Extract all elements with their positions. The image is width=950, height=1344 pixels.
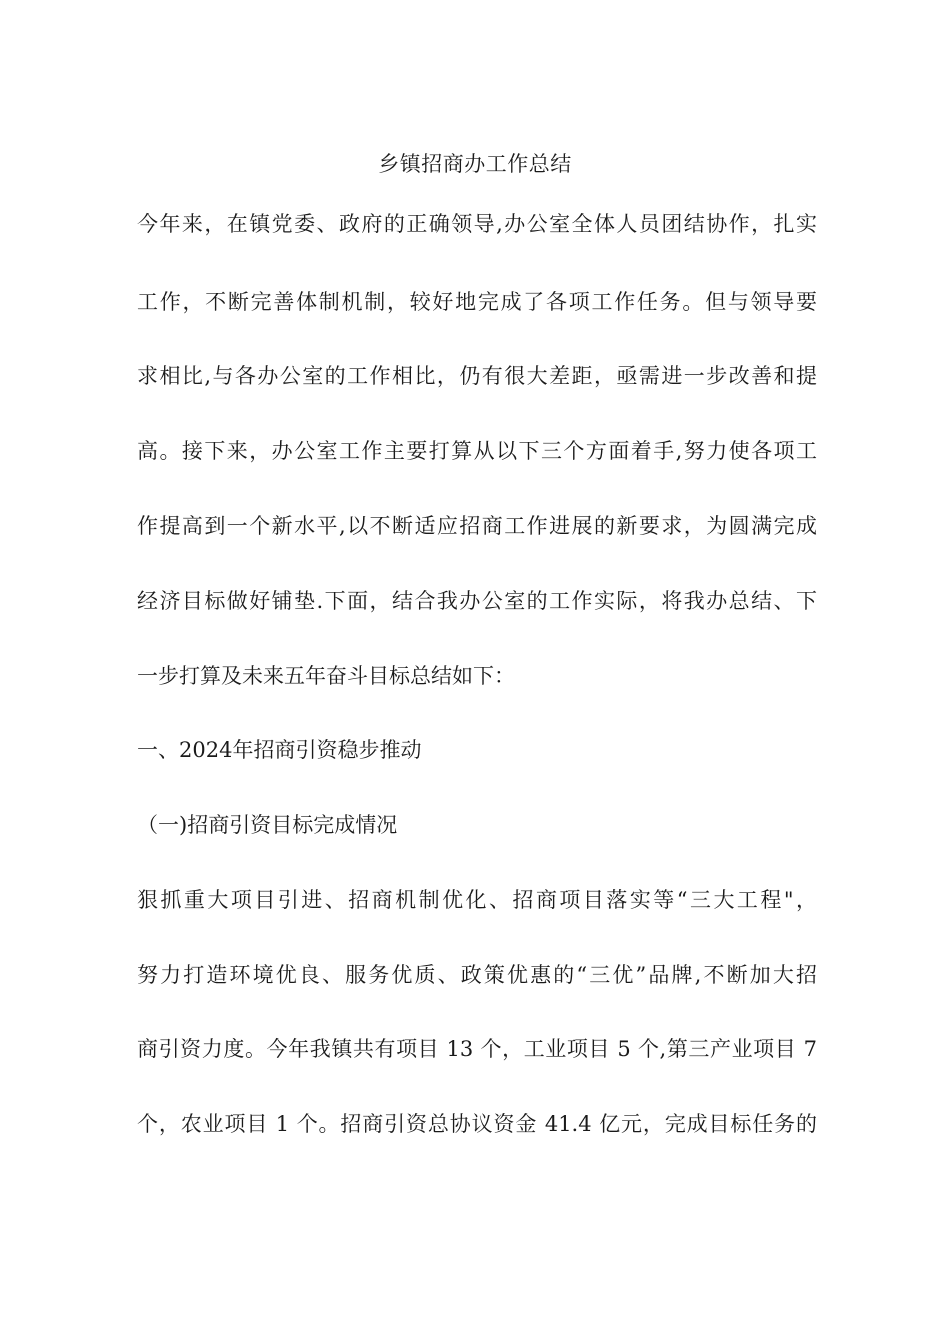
document-title: 乡镇招商办工作总结 bbox=[378, 152, 572, 176]
intro-line-3: 求相比,与各办公室的工作相比，仍有很大差距，亟需进一步改善和提 bbox=[137, 364, 817, 388]
body-line-1: 狠抓重大项目引进、招商机制优化、招商项目落实等“三大工程"， bbox=[137, 888, 817, 912]
intro-line-1: 今年来，在镇党委、政府的正确领导,办公室全体人员团结协作，扎实 bbox=[137, 212, 817, 236]
intro-line-6: 经济目标做好铺垫.下面，结合我办公室的工作实际，将我办总结、下 bbox=[137, 589, 817, 613]
intro-line-2: 工作，不断完善体制机制，较好地完成了各项工作任务。但与领导要 bbox=[137, 290, 817, 314]
intro-line-4: 高。接下来，办公室工作主要打算从以下三个方面着手,努力使各项工 bbox=[137, 439, 817, 463]
section-heading: 一、2024年招商引资稳步推动 bbox=[137, 738, 422, 762]
intro-line-5: 作提高到一个新水平,以不断适应招商工作进展的新要求，为圆满完成 bbox=[137, 514, 817, 538]
intro-line-7: 一步打算及未来五年奋斗目标总结如下： bbox=[137, 664, 515, 688]
subsection-heading: （一)招商引资目标完成情况 bbox=[137, 813, 398, 837]
body-line-4: 个，农业项目 1 个。招商引资总协议资金 41.4 亿元，完成目标任务的 bbox=[137, 1112, 817, 1136]
body-line-3: 商引资力度。今年我镇共有项目 13 个，工业项目 5 个,第三产业项目 7 bbox=[137, 1037, 817, 1061]
body-line-2: 努力打造环境优良、服务优质、政策优惠的“三优”品牌,不断加大招 bbox=[137, 963, 817, 987]
